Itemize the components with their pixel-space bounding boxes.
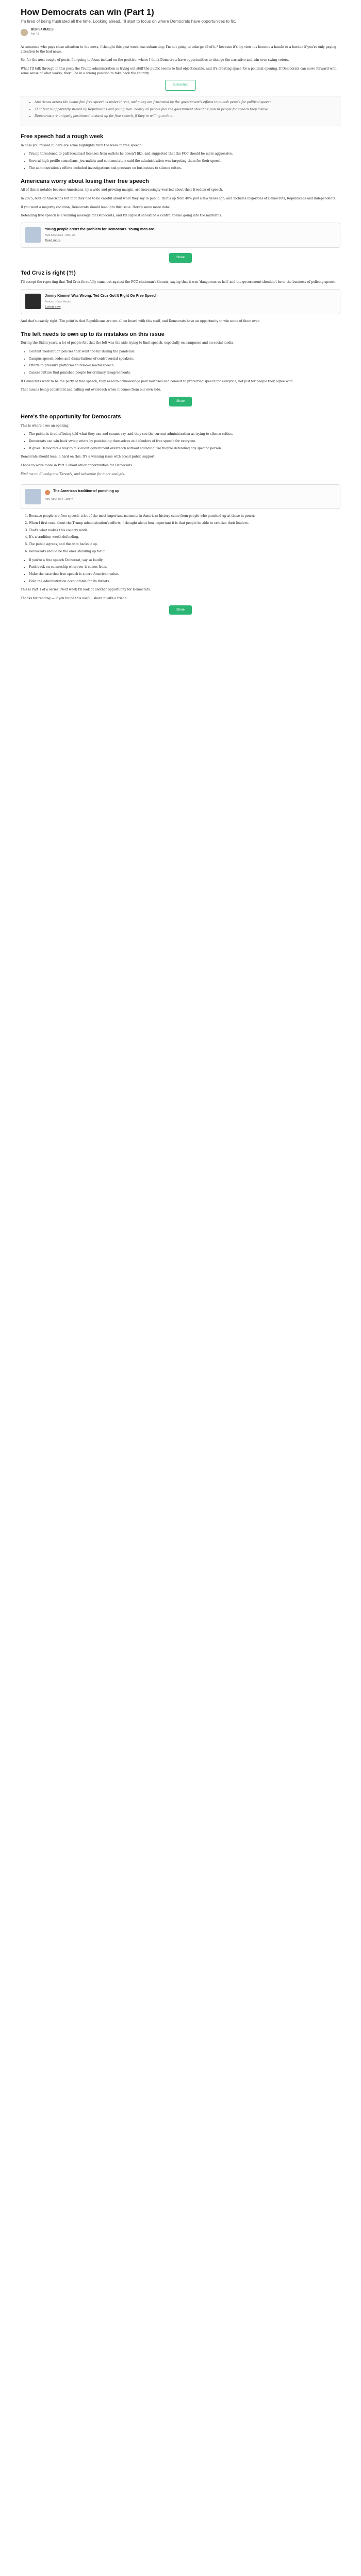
share-button[interactable]: Share (169, 253, 192, 263)
section-paragraph: I'll accept the reporting that Ted Cruz forcefully came out against the FCC chairman's threats, saying that it was 'dangerous as hell' and the government shouldn't be in the business of policing speech. (21, 280, 337, 284)
section-paragraph: That means being consistent and calling out overreach when it comes from our own side. (21, 388, 161, 392)
avatar[interactable] (21, 29, 28, 36)
section-paragraph: This is where I see an opening: (21, 423, 70, 428)
list-item: 4. It's a tradition worth defending. (29, 535, 340, 540)
share-button[interactable]: Share (169, 397, 192, 406)
list-item: • Democrats can win back swing voters by positioning themselves as defenders of free speech for everyone. (29, 439, 340, 444)
publication-icon (45, 490, 50, 495)
share-button[interactable]: Share (169, 605, 192, 615)
list-item: • Content moderation policies that went too far during the pandemic. (29, 350, 340, 354)
listen-now-link[interactable]: Listen now (45, 305, 61, 309)
post-thumbnail (25, 489, 41, 504)
list-item: 2. When I first read about the Trump administration's efforts, I thought about how important it is that people be able to criticize their leaders. (29, 521, 340, 526)
section-paragraph: This is Part 1 of a series. Next week I'll look at another opportunity for Democrats. (21, 588, 151, 592)
embedded-post-card[interactable] (21, 223, 340, 248)
embedded-podcast-title[interactable]: Jimmy Kimmel Was Wrong: Ted Cruz Got It Right On Free Speech (45, 294, 158, 298)
subscribe-button[interactable]: Subscribed (165, 80, 196, 91)
list-item: • Several high-profile comedians, journalists and commentators said the administration was targeting them for their speech. (29, 159, 340, 164)
list-item: • Hold the administration accountable for its threats. (29, 580, 340, 584)
section-paragraph: All of this is notable because Americans, by a wide and growing margin, are increasingly worried about their freedom of speech. (21, 188, 223, 192)
list-item: 6. Democrats should be the ones standing up for it. (29, 550, 340, 554)
list-item: • Cancel culture that punished people for ordinary disagreements. (29, 371, 340, 376)
section-paragraph: If you want a majority coalition, Democrats should lean into this issue. Here's some more data: (21, 205, 170, 209)
article-title: How Democrats can win (Part 1) (21, 7, 154, 17)
section-heading: Here's the opportunity for Democrats (21, 413, 121, 420)
section-paragraph: Thanks for reading — if you found this useful, share it with a friend. (21, 596, 128, 600)
section-heading: Americans worry about losing their free speech (21, 178, 149, 184)
list-item: • The administration's efforts included investigations and pressure on businesses to silence critics. (29, 166, 340, 171)
embedded-post-meta: BEN SAMUELS · MAR 20 (45, 234, 75, 238)
embedded-post-title[interactable]: The American tradition of punching up (53, 489, 120, 494)
embedded-post-title[interactable]: Young people aren't the problem for Democrats. Young men are. (45, 228, 155, 232)
list-item: • Efforts to pressure platforms to remove lawful speech. (29, 364, 340, 368)
section-heading: The left needs to own up to its mistakes on this issue (21, 331, 165, 337)
section-paragraph: In case you missed it, here are some highlights from the week in free speech: (21, 143, 143, 147)
section-paragraph: And that's exactly right. The point is that Republicans are not all on board with this stuff, and Democrats have an opportunity to win some of them over. (21, 319, 260, 323)
summary-item: • Americans across the board feel free speech is under threat, and many are frustrated by the government's efforts to punish people for political speech. (35, 100, 335, 105)
section-paragraph: Democrats should lean in hard on this. It's a winning issue with broad public support. (21, 455, 156, 459)
article-subtitle: I'm tired of being frustrated all the time. Looking ahead, I'll start to focus on where Democrats have opportunities to fix. (21, 19, 236, 24)
section-paragraph: During the Biden years, a lot of people felt that the left was the side trying to limit speech, especially on campuses and on social media. (21, 341, 235, 345)
list-item: • It gives Democrats a way to talk about government overreach without sounding like they're defending any specific person. (29, 447, 340, 451)
section-paragraph: In 2025, 60% of Americans felt that they had to be careful about what they say in public. That's up from 40% just a few years ago, and includes majorities of Democrats, Republicans and independents. (21, 196, 336, 200)
section-paragraph: I hope to write more in Part 2 about other opportunities for Democrats. (21, 464, 133, 467)
summary-item: • That fear is apparently shared by Republicans and young men: nearly all people feel the government shouldn't punish people for speech they dislike. (35, 108, 335, 112)
post-thumbnail (25, 227, 41, 243)
read-more-link[interactable]: Read more (45, 239, 61, 243)
section-heading: Free speech had a rough week (21, 133, 104, 140)
list-item: • Make the case that free speech is a core American value. (29, 572, 340, 577)
section-heading: Ted Cruz is right (?!) (21, 270, 76, 277)
article-page (21, 0, 340, 630)
embedded-post-meta: BEN SAMUELS · APR 2 (45, 498, 73, 501)
list-item: 1. Because people are free speech, a lot of the most important moments in American history came from people who punched up at those in power. (29, 514, 340, 519)
embedded-podcast-card[interactable] (21, 289, 340, 314)
intro-paragraph: What I'll talk through in this post: the Trump administration is trying out stuff the public seems to find objectionable, and it's creating space for a political opening. If Democrats can move forward with some sense of what works, they'll be in a strong position to take back the country. (21, 66, 337, 75)
intro-paragraph: So, for the next couple of posts, I'm going to focus instead on the positive: where I think Democrats have opportunities to change the narrative and win over swing voters. (21, 58, 289, 62)
publish-date: Apr 11 (31, 32, 39, 36)
section-paragraph: If Democrats want to be the party of free speech, they need to acknowledge past mistakes and commit to protecting speech for everyone, not just for people they agree with. (21, 379, 294, 383)
podcast-thumbnail (25, 294, 41, 309)
byline (21, 28, 340, 37)
list-item: • The public is tired of being told what they can and cannot say, and they see the current administration as trying to silence critics. (29, 432, 340, 437)
section-paragraph: Find me on Bluesky and Threads, and subscribe for more analysis. (21, 472, 125, 476)
list-item: • Trump threatened to pull broadcast licenses from outlets he doesn't like, and suggested that the FCC should be more aggressive. (29, 152, 340, 157)
section-paragraph: Defending free speech is a winning message for Democrats, and I'd argue it should be a central theme going into the midterms. (21, 214, 222, 218)
summary-box (21, 96, 340, 126)
summary-item: • Democrats are uniquely positioned to stand up for free speech, if they're willing to do it. (35, 114, 335, 119)
list-item: 3. That's what makes this country work. (29, 529, 340, 533)
embedded-podcast-meta: Podcast · Cruz Verdict (45, 300, 71, 303)
list-item: • If you're a free speech Democrat, say so loudly. (29, 558, 340, 563)
list-item: • Campus speech codes and disinvitations of controversial speakers. (29, 357, 340, 362)
author-name[interactable]: BEN SAMUELS (31, 28, 54, 32)
list-item: • Push back on censorship wherever it comes from. (29, 565, 340, 570)
embedded-post-card[interactable] (21, 484, 340, 509)
intro-paragraph: As someone who pays close attention to the news, I thought this past week was exhausting. I'm not going to enlarge all of it,* because it's my view it's become a hassle or a burden if you're only paying attention to the bad news. (21, 45, 337, 54)
list-item: 5. The public agrees, and the data backs it up. (29, 543, 340, 547)
